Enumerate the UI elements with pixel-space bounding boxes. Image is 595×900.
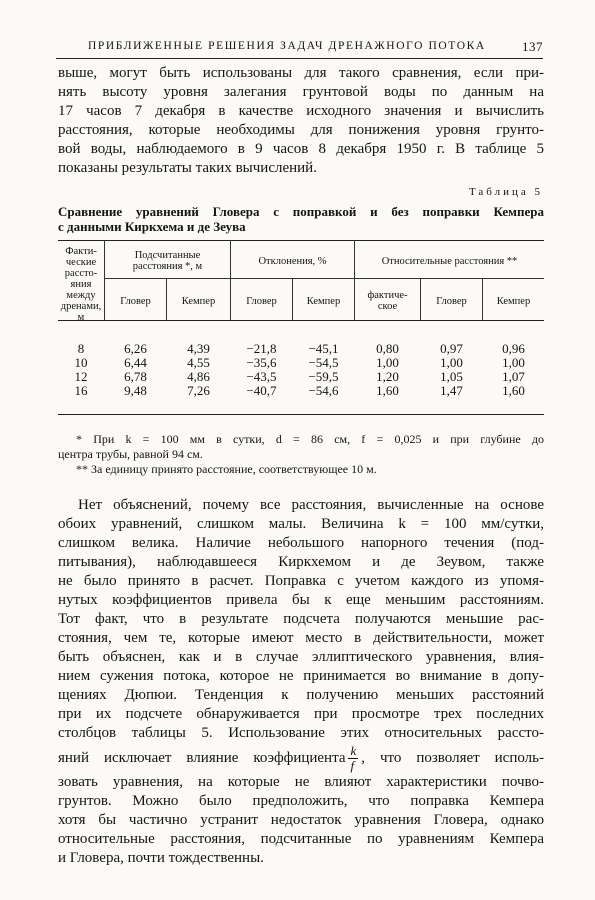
sub-header-kemper: Кемпер [181, 296, 216, 307]
sub-header-kemper: Кемпер [496, 296, 531, 307]
header-line: расстояния *, м [132, 261, 203, 272]
table-cell: 6,78 [124, 369, 147, 384]
footnote-1: * При k = 100 мм в сутки, d = 86 см, f = 0,025 и при глубине до [76, 432, 544, 446]
table-cell: −45,1 [308, 341, 339, 356]
header-line: Факти- [65, 246, 97, 257]
group-header-computed [105, 250, 230, 272]
text-line: щениях Дюпюи. Тенденция к получению меньших расстояний [58, 687, 544, 703]
comparison-table [58, 240, 544, 416]
table-cell: −40,7 [246, 383, 277, 398]
table-cell: 0,96 [502, 341, 525, 356]
text-line: 17 часов 7 декабря в качестве исходного значения и вычислить [58, 103, 544, 119]
table-cell: 1,07 [502, 369, 525, 384]
table-cell: −54,6 [308, 383, 339, 398]
formula-line [58, 743, 544, 773]
main-paragraph [58, 496, 544, 868]
table-cell: 12 [74, 369, 88, 384]
text-line: Нет объяснений, почему все расстояния, вычисленные на основе [78, 497, 544, 513]
fraction-k-over-f [348, 744, 358, 773]
text-line: расстояния, которые необходимы для понижения уровня грунто- [58, 122, 544, 138]
table-cell: 10 [74, 355, 88, 370]
col-divider [230, 240, 231, 320]
group-header-relative: Относительные расстояния ** [381, 256, 518, 267]
caption-line: с данными Киркхема и де Зеува [58, 219, 246, 234]
table-cell: 1,60 [376, 383, 399, 398]
table-cell: 1,20 [376, 369, 399, 384]
text-line: при их подсчете обнаруживается при просмотре трех последних [58, 706, 544, 722]
text-line: стояния, чем те, которые имеют место в действительности, может [58, 630, 544, 646]
text-line: обоих уравнений, слишком малы. Величина k = 100 мм/сутки, [58, 516, 544, 532]
header-line: между [66, 290, 96, 301]
text-line: показаны результаты таких вычислений. [58, 160, 317, 176]
header-line: яния [70, 279, 92, 290]
text-line: вой воды, наблюдаемого в 9 часов 8 декабря 1950 г. В таблице 5 [58, 141, 544, 157]
table-cell: 1,05 [440, 369, 463, 384]
text-line: не было принято в расчет. Поправка с учетом каждого из упомя- [58, 573, 544, 589]
sub-header-actual [355, 290, 420, 312]
intro-paragraph [58, 64, 544, 178]
group-header-deviation: Отклонения, % [258, 256, 327, 267]
text-line: нутых коэффициентов привела бы к еще меньшим расстояниям. [58, 592, 544, 608]
formula-text-after: , что позволяет исполь- [361, 750, 544, 766]
text-line: и Гловера, почти тождественны. [58, 850, 264, 867]
header-line: м [77, 312, 85, 323]
table-cell: 0,80 [376, 341, 399, 356]
table-cell: 1,00 [440, 355, 463, 370]
header-line: дренами, [60, 301, 102, 312]
header-line: ское [377, 301, 398, 312]
table-cell: 6,26 [124, 341, 147, 356]
sub-header-glover: Гловер [120, 296, 151, 307]
text-line: относительные расстояния, подсчитанные по уравнениям Кемпера [58, 831, 544, 848]
text-line: выше, могут быть использованы для такого сравнения, если при- [58, 65, 544, 81]
table-cell: 1,00 [502, 355, 525, 370]
sub-header-glover: Гловер [436, 296, 467, 307]
formula-text-before: яний исключает влияние коэффициента [58, 750, 346, 766]
table-cell: 4,39 [187, 341, 210, 356]
table-cell: 4,55 [187, 355, 210, 370]
text-line: нять высоту уровня залегания грунтовой воды по данным на [58, 84, 544, 100]
table-cell: 1,00 [376, 355, 399, 370]
header-line: ческие [65, 257, 97, 268]
header-line: фактиче- [367, 290, 408, 301]
text-line: питывания), наблюдавшееся Киркхемом и де Зеувом, также [58, 554, 544, 570]
header-line: рассто- [64, 268, 98, 279]
footnote-1-cont: центра трубы, равной 94 см. [58, 447, 203, 461]
table-cell: −21,8 [246, 341, 277, 356]
table-cell: 1,60 [502, 383, 525, 398]
table-cell: 6,44 [124, 355, 147, 370]
text-line: зовать уравнения, на которые не влияют характеристики почво- [58, 774, 544, 791]
table-cell: −43,5 [246, 369, 277, 384]
table-cell: 8 [77, 341, 85, 356]
text-line: хотя бы частично устранит недостаток уравнения Гловера, однако [58, 812, 544, 829]
caption-line: Сравнение уравнений Гловера с поправкой и без поправки Кемпера [58, 204, 544, 219]
table-cell: −35,6 [246, 355, 277, 370]
table-cell: 9,48 [124, 383, 147, 398]
table-top-rule [58, 240, 544, 241]
table-cell: −54,5 [308, 355, 339, 370]
fraction-denominator: f [350, 758, 355, 774]
text-line: нием сужения потока, которое не принимается во внимание в допу- [58, 668, 544, 684]
table-bottom-rule [58, 414, 544, 415]
table-cell: 0,97 [440, 341, 463, 356]
sub-header-kemper: Кемпер [306, 296, 341, 307]
running-head-title: ПРИБЛИЖЕННЫЕ РЕШЕНИЯ ЗАДАЧ ДРЕНАЖНОГО ПОТОКА [88, 40, 486, 52]
table-cell: 7,26 [187, 383, 210, 398]
table-cell: 4,86 [187, 369, 210, 384]
table-header-rule [58, 320, 544, 321]
table-cell: 1,47 [440, 383, 463, 398]
text-line: грунтов. Можно было предположить, что поправка Кемпера [58, 793, 544, 810]
page-number: 137 [522, 39, 543, 54]
table-cell: 16 [74, 383, 88, 398]
group-rule [105, 278, 544, 279]
table-footnotes [58, 432, 544, 477]
table-caption [58, 204, 544, 234]
table-label: Таблица 5 [468, 186, 543, 198]
footnote-2: ** За единицу принято расстояние, соответствующее 10 м. [76, 462, 377, 476]
table-cell: −59,5 [308, 369, 339, 384]
sub-header-glover: Гловер [246, 296, 277, 307]
text-line: столбцов таблицы 5. Использование этих относительных рассто- [58, 725, 544, 741]
header-rule [56, 58, 543, 59]
text-line: Тот факт, что в результате подсчета получаются меньшие рас- [58, 611, 544, 627]
text-line: быть объяснен, как и в случае эллиптического уравнения, влия- [58, 649, 544, 665]
text-line: слишком велика. Наличие небольшого напорного течения (под- [58, 535, 544, 551]
col-header-actual-distance [58, 246, 104, 323]
header-line: Подсчитанные [134, 250, 201, 261]
fraction-numerator: k [350, 743, 357, 759]
